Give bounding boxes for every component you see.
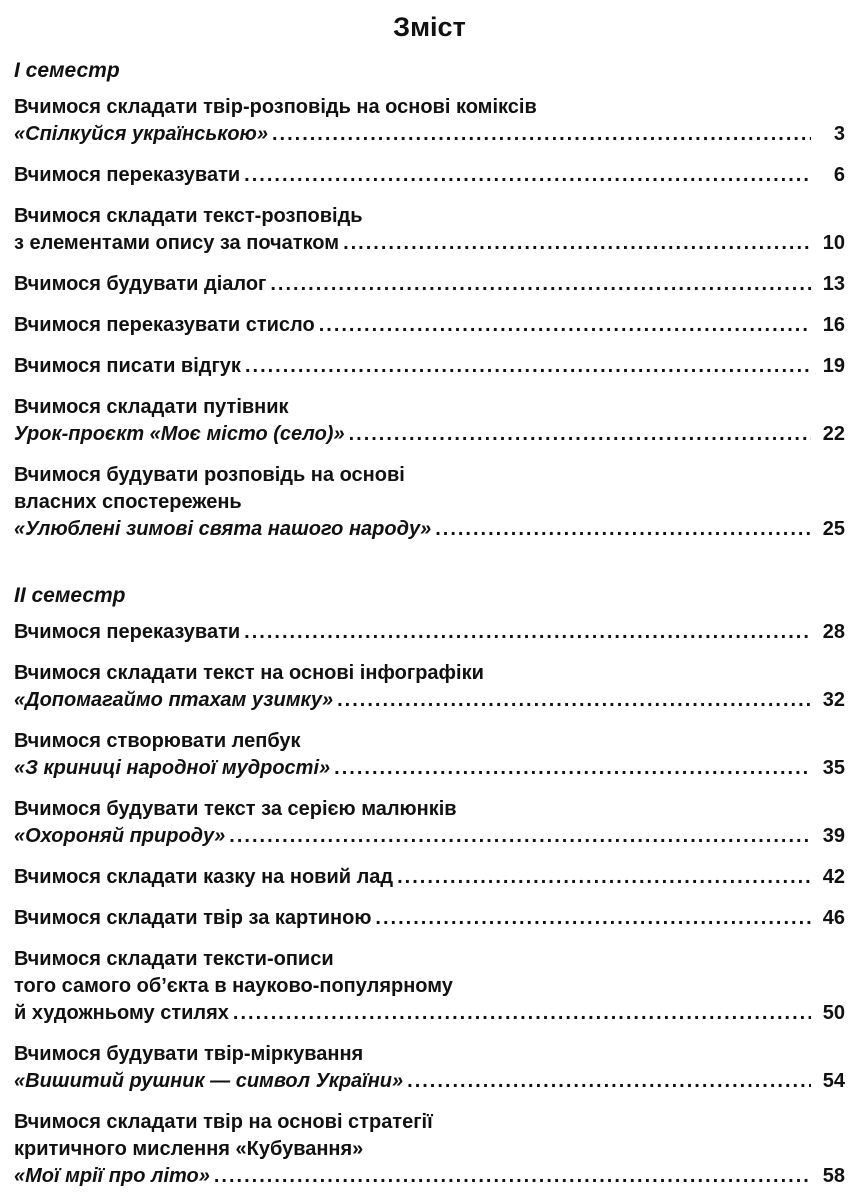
toc-entry-title: Вчимося складати казку на новий лад <box>14 866 394 888</box>
page-number: 50 <box>822 1002 845 1024</box>
dot-leader <box>245 353 811 380</box>
toc-entry[interactable] <box>14 1041 845 1095</box>
toc-entry[interactable] <box>14 660 845 714</box>
toc-entry-line: Вчимося складати текст-розповідь <box>14 205 363 227</box>
toc-entry-line: того самого об’єкта в науково-популярному <box>14 975 453 997</box>
page-number: 32 <box>822 689 845 711</box>
toc-entry-line: Вчимося створювати лепбук <box>14 730 301 752</box>
toc-entry-last-line <box>14 353 845 380</box>
dot-leader <box>229 823 811 850</box>
toc-entry[interactable] <box>14 394 845 448</box>
toc-entry-last-line <box>14 1068 845 1095</box>
dot-leader <box>270 271 811 298</box>
toc-entry-title: Вчимося будувати діалог <box>14 273 267 295</box>
toc-entry-line: Вчимося складати текст на основі інфографіки <box>14 662 484 684</box>
toc-entry-line: Вчимося будувати розповідь на основі <box>14 464 405 486</box>
toc-entry-last-line <box>14 619 845 646</box>
dot-leader <box>319 312 811 339</box>
dot-leader <box>435 516 811 543</box>
toc-entry-title: «Охороняй природу» <box>14 825 226 847</box>
toc-entry[interactable] <box>14 312 845 339</box>
toc-entry-title: з елементами опису за початком <box>14 232 340 254</box>
toc-entry[interactable] <box>14 162 845 189</box>
toc-entry-title: «Спілкуйся українською» <box>14 123 268 145</box>
toc-entry-last-line <box>14 864 845 891</box>
toc-entry-last-line <box>14 271 845 298</box>
toc-entry[interactable] <box>14 905 845 932</box>
toc-entry[interactable] <box>14 203 845 257</box>
toc-entry-line: Вчимося будувати текст за серією малюнків <box>14 798 457 820</box>
toc-entry-title: «З криниці народної мудрості» <box>14 757 331 779</box>
toc-entry-line: власних спостережень <box>14 491 242 513</box>
toc-entry[interactable] <box>14 1109 845 1190</box>
toc-entry-title: «Мої мрії про літо» <box>14 1165 210 1187</box>
dot-leader <box>397 864 811 891</box>
dot-leader <box>337 687 811 714</box>
toc-entry-title: «Вишитий рушник — символ України» <box>14 1070 404 1092</box>
toc-entry-line: Вчимося складати твір-розповідь на основі коміксів <box>14 96 537 118</box>
page-number: 28 <box>822 621 845 643</box>
toc-entry-title: Вчимося переказувати стисло <box>14 314 315 336</box>
toc-entry[interactable] <box>14 271 845 298</box>
dot-leader <box>375 905 811 932</box>
toc-entry-title: Вчимося переказувати <box>14 621 241 643</box>
page-number: 16 <box>822 314 845 336</box>
toc-entry[interactable] <box>14 353 845 380</box>
toc-entry-line: Вчимося складати тексти-описи <box>14 948 334 970</box>
page-number: 54 <box>822 1070 845 1092</box>
page-number: 39 <box>822 825 845 847</box>
semester-heading: І семестр <box>14 59 120 82</box>
toc-entry-line: Вчимося складати путівник <box>14 396 289 418</box>
toc-entry-last-line <box>14 162 845 189</box>
dot-leader <box>244 619 811 646</box>
table-of-contents <box>14 0 845 1204</box>
page-number: 6 <box>833 164 845 186</box>
toc-entry[interactable] <box>14 864 845 891</box>
toc-entry-line: Вчимося складати твір на основі стратегії <box>14 1111 433 1133</box>
toc-entry-line: критичного мислення «Кубування» <box>14 1138 364 1160</box>
toc-entry-title: Урок-проєкт «Моє місто (село)» <box>14 423 345 445</box>
page-number: 46 <box>822 907 845 929</box>
toc-entry[interactable] <box>14 462 845 543</box>
toc-entry-title: Вчимося складати твір за картиною <box>14 907 372 929</box>
dot-leader <box>334 755 811 782</box>
toc-entry-last-line <box>14 121 845 148</box>
toc-entry-last-line <box>14 823 845 850</box>
dot-leader <box>349 421 811 448</box>
toc-entry[interactable] <box>14 728 845 782</box>
toc-entry[interactable] <box>14 94 845 148</box>
toc-entry-last-line <box>14 516 845 543</box>
dot-leader <box>214 1163 811 1190</box>
page-number: 10 <box>822 232 845 254</box>
page-number: 25 <box>822 518 845 540</box>
toc-entry-title: «Улюблені зимові свята нашого народу» <box>14 518 432 540</box>
page-number: 13 <box>822 273 845 295</box>
toc-entry[interactable] <box>14 796 845 850</box>
toc-entry-last-line <box>14 687 845 714</box>
toc-entry[interactable] <box>14 946 845 1027</box>
toc-entry-line: Вчимося будувати твір-міркування <box>14 1043 364 1065</box>
toc-sections <box>14 58 845 1190</box>
toc-entry-last-line <box>14 905 845 932</box>
toc-entry-title: «Допомагаймо птахам узимку» <box>14 689 334 711</box>
toc-entry-last-line <box>14 755 845 782</box>
toc-entry[interactable] <box>14 619 845 646</box>
semester-heading: ІІ семестр <box>14 584 126 607</box>
toc-entry-last-line <box>14 230 845 257</box>
toc-entry-title: й художньому стилях <box>14 1002 229 1024</box>
page-number: 42 <box>822 866 845 888</box>
dot-leader <box>233 1000 811 1027</box>
toc-entry-title: Вчимося писати відгук <box>14 355 241 377</box>
toc-entry-last-line <box>14 312 845 339</box>
page-title: Зміст <box>393 12 466 42</box>
dot-leader <box>244 162 811 189</box>
page-number: 22 <box>822 423 845 445</box>
toc-entry-last-line <box>14 421 845 448</box>
dot-leader <box>407 1068 811 1095</box>
page-number: 58 <box>822 1165 845 1187</box>
page-number: 3 <box>833 123 845 145</box>
page-number: 19 <box>822 355 845 377</box>
toc-entry-last-line <box>14 1163 845 1190</box>
toc-entry-last-line <box>14 1000 845 1027</box>
page-number: 35 <box>822 757 845 779</box>
dot-leader <box>272 121 811 148</box>
dot-leader <box>343 230 811 257</box>
toc-entry-title: Вчимося переказувати <box>14 164 241 186</box>
